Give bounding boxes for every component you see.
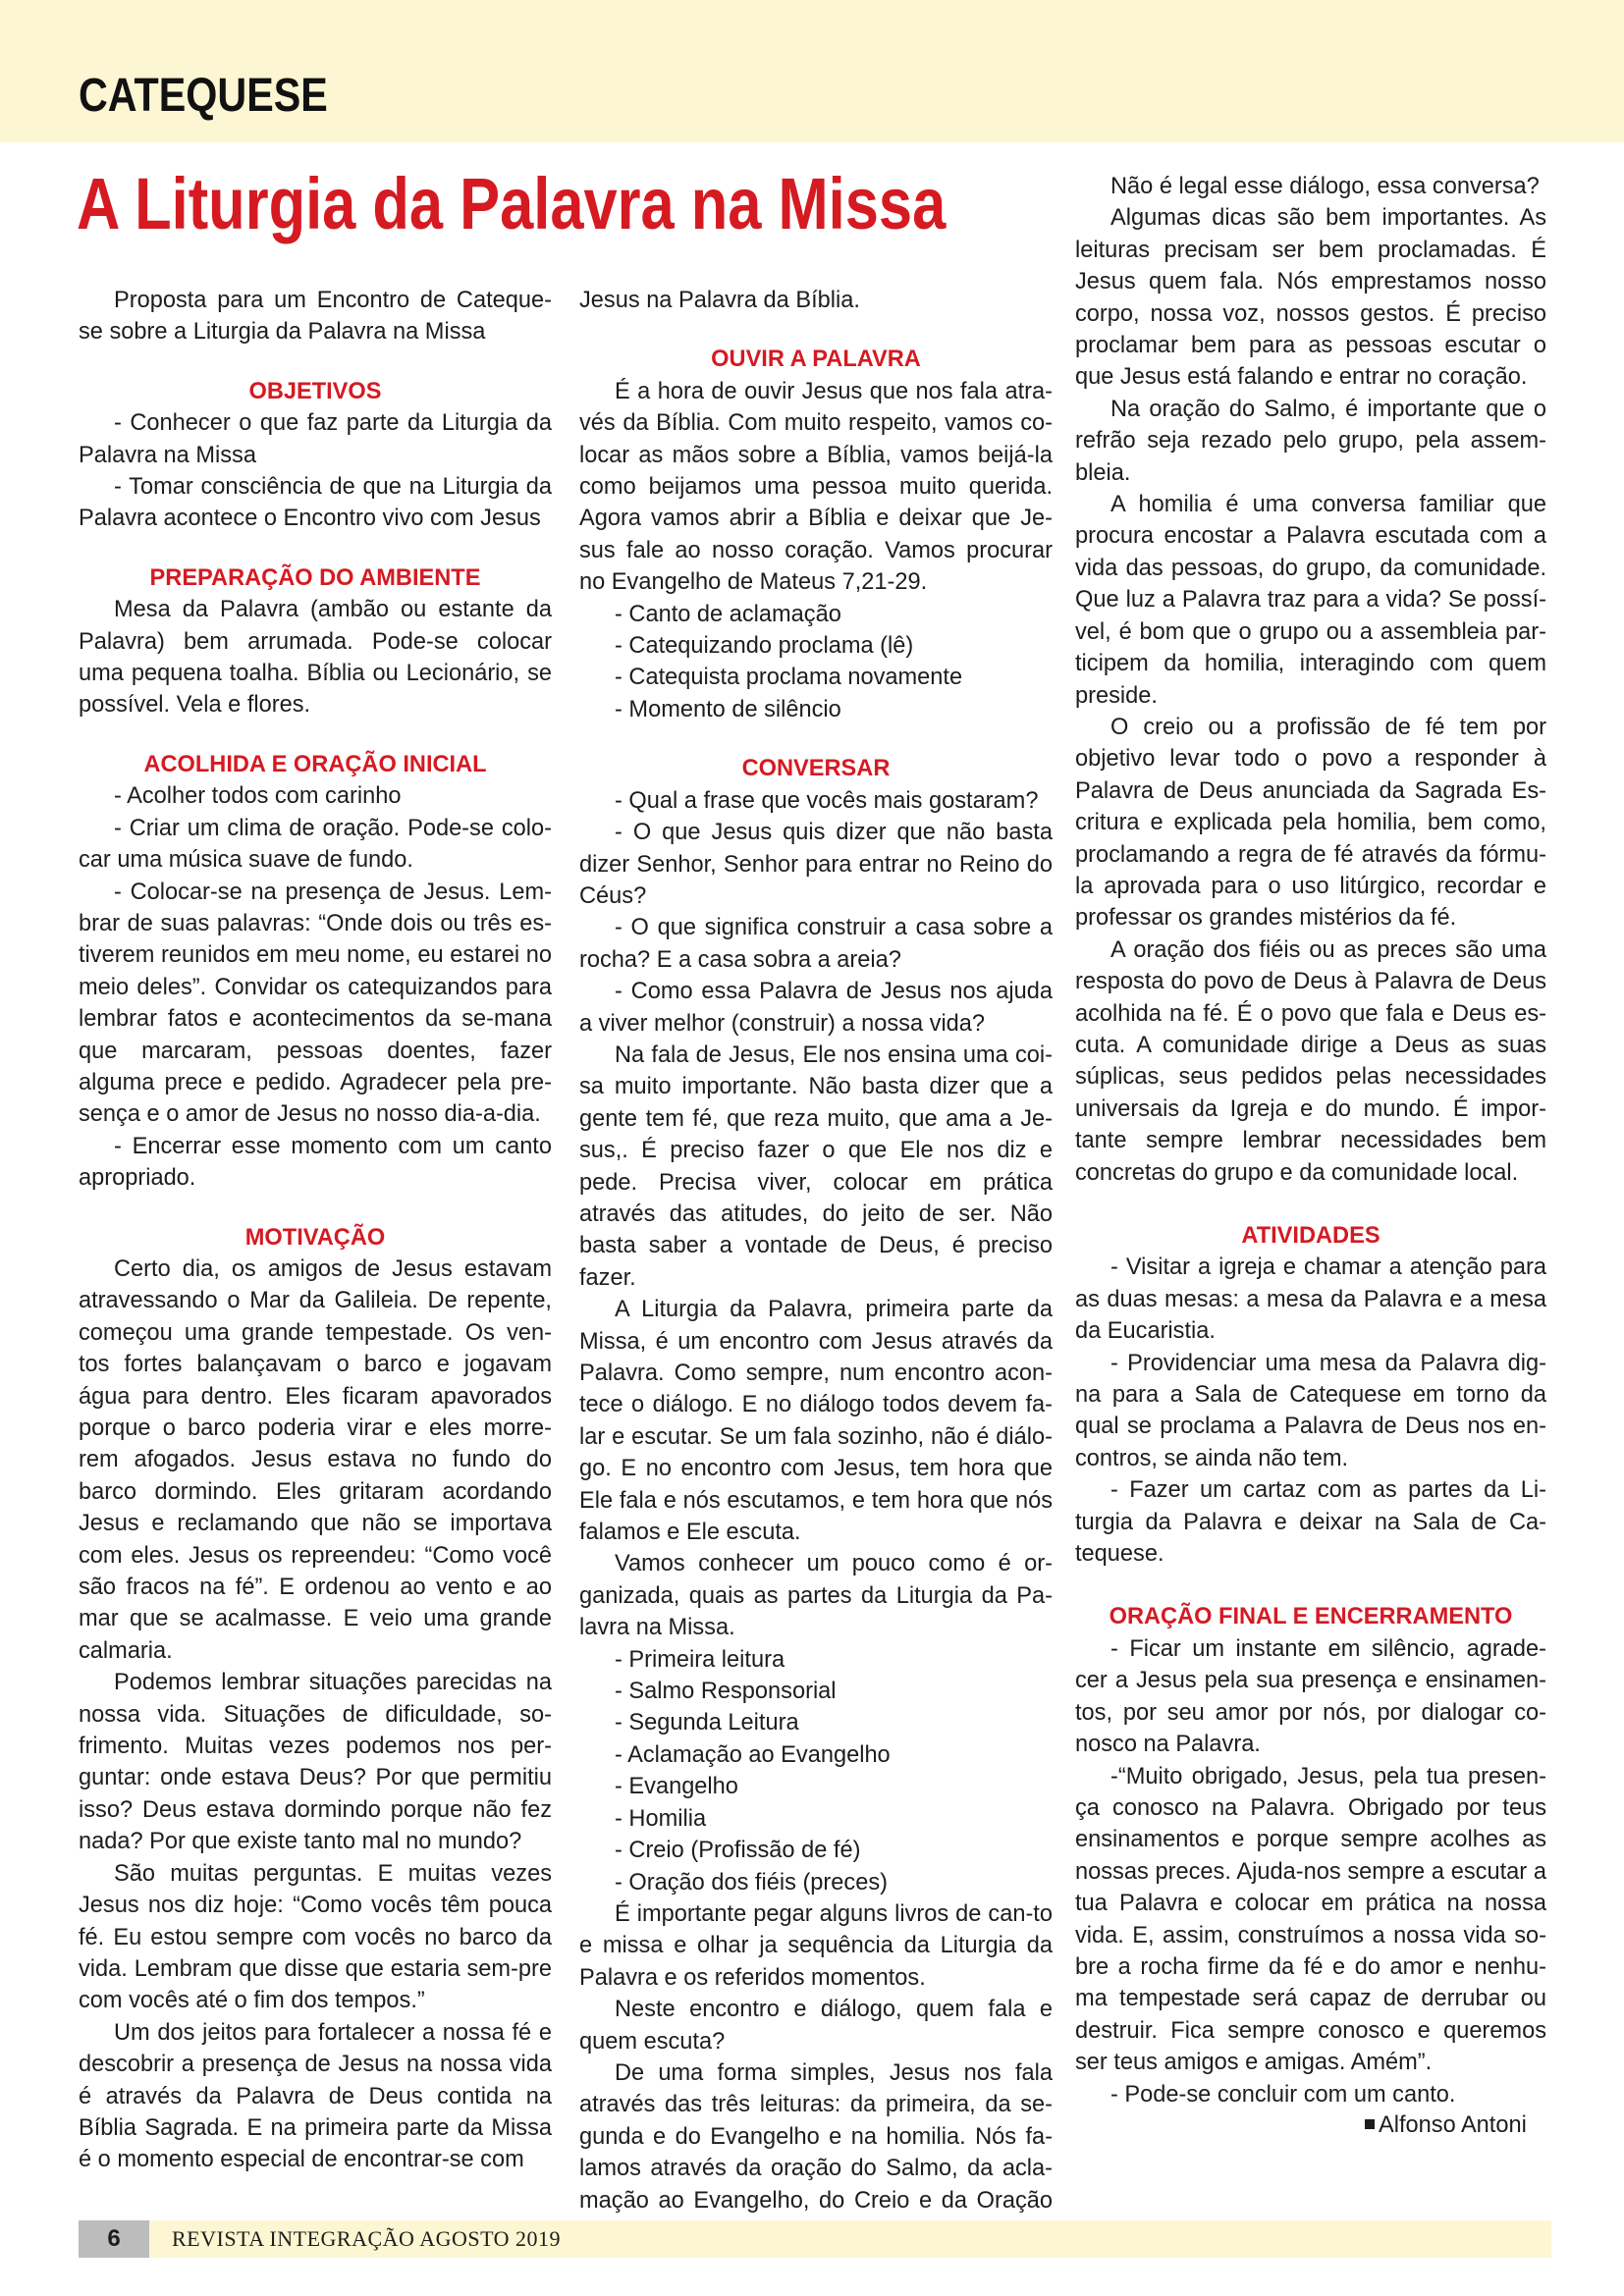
- paragraph: É a hora de ouvir Jesus que nos fala atra-vés da Bíblia. Com muito respeito, vamos co-locar as mãos sobre a Bíblia, vamos beijá-la como beijamos uma pessoa muito querida. Agora vamos abrir a Bíblia e deixar que Je-sus fale ao nosso coração. Vamos procurar no Evangelho de Mateus 7,21-29.: [579, 378, 1053, 596]
- footer-publication: REVISTA INTEGRAÇÃO AGOSTO 2019: [172, 2226, 562, 2251]
- list-item: - Como essa Palavra de Jesus nos ajuda a viver melhor (construir) a nossa vida?: [579, 979, 1053, 1037]
- list-item: - Visitar a igreja e chamar a atenção para as duas mesas: a mesa da Palavra e a mesa da Eucaristia.: [1075, 1255, 1546, 1345]
- paragraph: Mesa da Palavra (ambão ou estante da Palavra) bem arrumada. Pode-se colocar uma pequena toalha. Bíblia ou Lecionário, se possível. Vela e flores.: [79, 597, 552, 719]
- list-item: - Qual a frase que vocês mais gostaram?: [615, 787, 1039, 814]
- heading-objetivos: OBJETIVOS: [248, 378, 382, 404]
- list-item: - Aclamação ao Evangelho: [615, 1741, 891, 1768]
- heading-oracao-final: ORAÇÃO FINAL E ENCERRAMENTO: [1109, 1604, 1513, 1630]
- square-bullet-icon: [1365, 2119, 1375, 2129]
- list-item: - Salmo Responsorial: [615, 1679, 837, 1705]
- list-item: - Providenciar uma mesa da Palavra dig-na para a Sala de Catequese em torno da qual se proclama a Palavra de Deus nos en-contros, se ainda não tem.: [1075, 1350, 1546, 1471]
- list-item: - Catequizando proclama (lê): [615, 633, 914, 660]
- heading-ouvir: OUVIR A PALAVRA: [711, 347, 921, 373]
- list-item: - Fazer um cartaz com as partes da Li-turgia da Palavra e deixar na Sala de Ca-tequese.: [1075, 1477, 1546, 1568]
- column-2: [579, 285, 1053, 2248]
- paragraph: O creio ou a profissão de fé tem por objetivo levar todo o povo a responder à Palavra de Deus anunciada da Sagrada Es-critura e explicada pela homilia, bem como, proclamando a regra de fé através da fórmu-la aprovada para o uso litúrgico, recordar e professar os grandes mistérios da fé.: [1075, 714, 1546, 932]
- author-byline: [1365, 2112, 1527, 2139]
- list-item: - Tomar consciência de que na Liturgia da Palavra acontece o Encontro vivo com Jesus: [79, 474, 552, 532]
- page-footer: [0, 2220, 1624, 2260]
- heading-atividades: ATIVIDADES: [1241, 1223, 1380, 1249]
- paragraph: Um dos jeitos para fortalecer a nossa fé e descobrir a presença de Jesus na nossa vida é através da Palavra de Deus contida na Bíblia Sagrada. E na primeira parte da Missa é o momento especial de encontrar-se com: [79, 2019, 552, 2173]
- list-item: - Catequista proclama novamente: [615, 665, 963, 691]
- section-label: CATEQUESE: [79, 70, 328, 122]
- list-item: - Oração dos fiéis (preces): [615, 1869, 888, 1896]
- paragraph: Não é legal esse diálogo, essa conversa?: [1110, 174, 1540, 199]
- heading-acolhida: ACOLHIDA E ORAÇÃO INICIAL: [143, 751, 487, 777]
- page-number: 6: [79, 2220, 149, 2258]
- list-item: -“Muito obrigado, Jesus, pela tua presen-ça conosco na Palavra. Obrigado por teus ensinamentos e porque sempre acolhes as nossas preces. Ajuda-nos sempre a escutar a tua Palavra e colocar em prática na nossa vida. E, assim, construímos a nossa vida so-bre a rocha firme da fé e do amor e nenhu-ma tempestade será capaz de derrubar ou destruir. Fica sempre conosco e queremos ser teus amigos e amigas. Amém”.: [1075, 1763, 1546, 2076]
- list-item: - O que Jesus quis dizer que não basta dizer Senhor, Senhor para entrar no Reino do Céus?: [579, 820, 1053, 909]
- author-name: Alfonso Antoni: [1379, 2112, 1527, 2138]
- paragraph: Vamos conhecer um pouco como é or-ganizada, quais as partes da Liturgia da Pa-lavra na Missa.: [579, 1551, 1053, 1641]
- list-item: - Evangelho: [615, 1774, 738, 1800]
- list-item: - Ficar um instante em silêncio, agrade-cer a Jesus pela sua presença e ensinamen-tos, por seu amor por nós, por dialogar co-nosco na Palavra.: [1075, 1635, 1546, 1758]
- heading-conversar: CONVERSAR: [741, 756, 891, 782]
- list-item: - Canto de aclamação: [615, 601, 841, 627]
- list-item: - Pode-se concluir com um canto.: [1110, 2081, 1456, 2108]
- list-item: - Criar um clima de oração. Pode-se colo-car uma música suave de fundo.: [79, 815, 552, 874]
- list-item: - Acolher todos com carinho: [114, 783, 402, 810]
- paragraph: É importante pegar alguns livros de can-to e missa e olhar ja sequência da Liturgia da Palavra e os referidos momentos.: [579, 1900, 1053, 1991]
- list-item: - Creio (Profissão de fé): [615, 1838, 861, 1864]
- column-1: [79, 285, 552, 2176]
- list-item: - Encerrar esse momento com um canto apropriado.: [79, 1133, 552, 1192]
- heading-preparacao: PREPARAÇÃO DO AMBIENTE: [149, 564, 481, 591]
- paragraph: Algumas dicas são bem importantes. As leituras precisam ser bem proclamadas. É Jesus quem fala. Nós emprestamos nosso corpo, nossa voz, nossos gestos. É preciso proclamar bem para as pessoas escutar o que Jesus está falando e entrar no coração.: [1075, 205, 1546, 391]
- paragraph: Neste encontro e diálogo, quem fala e quem escuta?: [579, 1997, 1053, 2055]
- list-item: - Conhecer o que faz parte da Liturgia da Palavra na Missa: [79, 410, 552, 468]
- paragraph: Podemos lembrar situações parecidas na nossa vida. Situações de dificuldade, so-frimento. Muitas vezes podemos nos per-guntar: onde estava Deus? Por que permitiu isso? Deus estava dormindo porque não fez nada? Por que existe tanto mal no mundo?: [79, 1670, 552, 1855]
- paragraph: Na oração do Salmo, é importante que o refrão seja rezado pelo grupo, pela assem-bleia.: [1075, 396, 1546, 486]
- intro-paragraph: Proposta para um Encontro de Cateque-se sobre a Liturgia da Palavra na Missa: [79, 288, 552, 346]
- column-3: [1075, 171, 1546, 2110]
- list-item: - Homilia: [615, 1805, 707, 1832]
- paragraph: A homilia é uma conversa familiar que procura encostar a Palavra escutada com a vida das pessoas, do grupo, da comunidade. Que luz a Palavra traz para a vida? Se possí-vel, é bom que o grupo ou a assembleia par-ticipem da homilia, interagindo com quem preside.: [1075, 492, 1546, 709]
- list-item: - Segunda Leitura: [615, 1710, 799, 1736]
- paragraph: Certo dia, os amigos de Jesus estavam atravessando o Mar da Galileia. De repente, começou uma grande tempestade. Os ven-tos fortes balançavam o barco e jogavam água para dentro. Eles ficaram apavorados porque o barco poderia virar e eles morre-rem afogados. Jesus estava no fundo do barco dormindo. Eles gritaram acordando Jesus e reclamando que não se importava com eles. Jesus os repreendeu: “Como você são fracos na fé”. E ordenou ao vento e ao mar que se acalmasse. E veio uma grande calmaria.: [79, 1255, 552, 1664]
- article-title: A Liturgia da Palavra na Missa: [77, 163, 947, 244]
- paragraph: De uma forma simples, Jesus nos fala através das três leituras: da primeira, da se-gunda e do Evangelho e na homilia. Nós fa-lamos através da oração do Salmo, da acla-mação ao Evangelho, do Creio e da Oração: [579, 2059, 1053, 2214]
- list-item: - Primeira leitura: [615, 1646, 785, 1673]
- list-item: - Momento de silêncio: [615, 696, 841, 722]
- paragraph: Na fala de Jesus, Ele nos ensina uma coi-sa muito importante. Não basta dizer que a gente tem fé, que reza muito, que ama a Je-sus,. É preciso fazer o que Ele nos diz e pede. Precisa viver, colocar em prática através das atitudes, do jeito de ser. Não basta saber a vontade de Deus, é preciso fazer.: [579, 1041, 1053, 1291]
- paragraph: A Liturgia da Palavra, primeira parte da Missa, é um encontro com Jesus através da Palavra. Como sempre, num encontro acon-tece o diálogo. E no diálogo todos devem fa-lar e escutar. Se um fala sozinho, não é diálo-go. E no encontro com Jesus, tem hora que Ele fala e nós escutamos, e tem hora que nós falamos e Ele escuta.: [579, 1297, 1053, 1546]
- list-item: - Colocar-se na presença de Jesus. Lem-brar de suas palavras: “Onde dois ou três es-tiverem reunidos em meu nome, eu estarei no meio deles”. Convidar os catequizandos para lembrar fatos e acontecimentos da se-mana que marcaram, pessoas doentes, fazer alguma prece e pedido. Agradecer pela pre-sença e o amor de Jesus no nosso dia-a-dia.: [79, 879, 552, 1128]
- paragraph: Jesus na Palavra da Bíblia.: [579, 288, 860, 313]
- paragraph: A oração dos fiéis ou as preces são uma resposta do povo de Deus à Palavra de Deus acolhida na fé. É o povo que fala e Deus es-cuta. A comunidade dirige a Deus as suas súplicas, seus pedidos pelas necessidades universais da Igreja e do mundo. É impor-tante sempre lembrar necessidades bem concretas do grupo e da comunidade local.: [1075, 936, 1546, 1186]
- list-item: - O que significa construir a casa sobre a rocha? E a casa sobra a areia?: [579, 915, 1053, 973]
- paragraph: São muitas perguntas. E muitas vezes Jesus nos diz hoje: “Como vocês têm pouca fé. Eu estou sempre com vocês no barco da vida. Lembram que disse que estaria sem-pre com vocês até o fim dos tempos.”: [79, 1860, 552, 2014]
- heading-motivacao: MOTIVAÇÃO: [244, 1224, 386, 1251]
